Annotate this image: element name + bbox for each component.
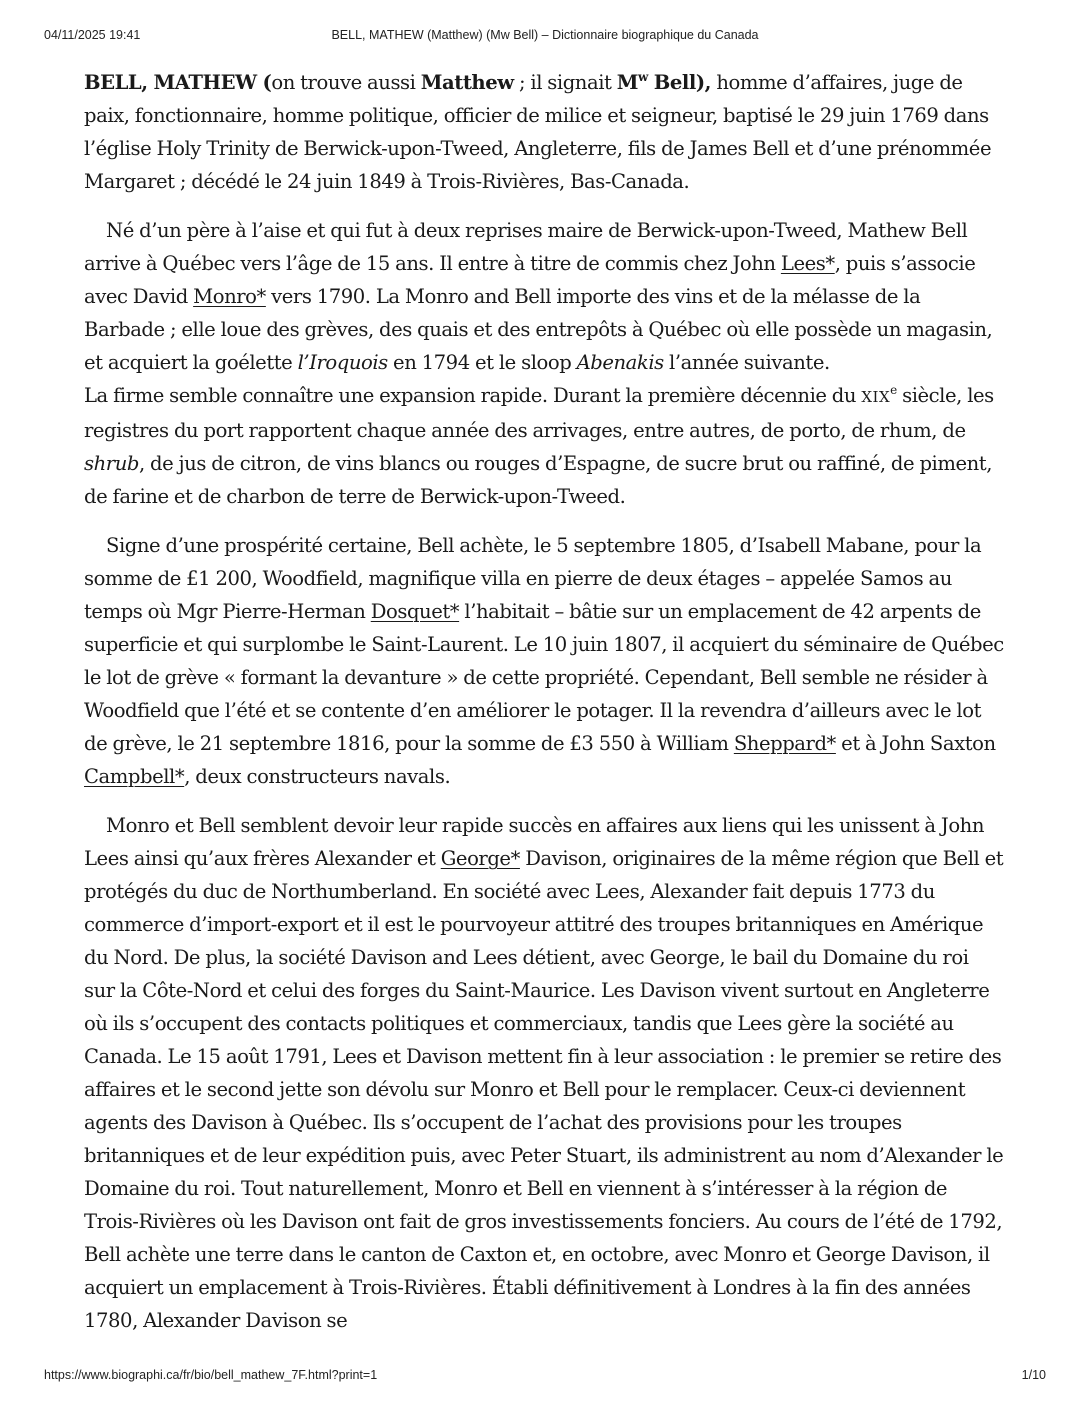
ship-name: Abenakis bbox=[576, 351, 664, 374]
paragraph-davison: Monro et Bell semblent devoir leur rapide succès en affaires aux liens qui les unissent à John Lees ainsi qu’aux frères Alexander et George* Davison, originaires de la même région que Bell et protégés du duc de Northumberland. En société avec Lees, Alexander fait depuis 1773 du commerce d’import-export et il est le pourvoyeur attitré des troupes britanniques en Amérique du Nord. De plus, la société Davison and Lees détient, avec George, le bail du Domaine du roi sur la Côte-Nord et celui des forges du Saint-Maurice. Les Davison vivent surtout en Angleterre où ils s’occupent des contacts politiques et commerciaux, tandis que Lees gère la société au Canada. Le 15 août 1791, Lees et Davison mettent fin à leur association : le premier se retire des affaires et le second jette son dévolu sur Monro et Bell pour le remplacer. Ceux-ci deviennent agents des Davison à Québec. Ils s’occupent de l’achat des provisions pour les troupes britanniques et de leur expédition puis, avec Peter Stuart, ils administrent au nom d’Alexander le Domaine du roi. Tout naturellement, Monro et Bell en viennent à s’intéresser à la région de Trois-Rivières où les Davison ont fait de gros investissements fonciers. Au cours de l’été de 1792, Bell achète une terre dans le canton de Caxton et, en octobre, avec Monro et George Davison, il acquiert un emplacement à Trois-Rivières. Établi définitivement à Londres à la fin des années 1780, Alexander Davison se bbox=[84, 814, 1004, 1332]
subject-name: BELL, MATHEW ( bbox=[84, 71, 272, 94]
print-page-number: 1/10 bbox=[1021, 1368, 1046, 1382]
print-header bbox=[44, 28, 1046, 44]
link-george[interactable]: George* bbox=[440, 847, 520, 870]
link-monro[interactable]: Monro* bbox=[193, 285, 266, 308]
paragraph-intro: BELL, MATHEW (on trouve aussi Matthew ; il signait $M^w$ Bell), homme d’affaires, juge de paix, fonctionnaire, homme politique, officier de milice et seigneur, baptisé le 29 juin 1769 dans l’église Holy Trinity de Berwick-upon-Tweed, Angleterre, fils de James Bell et d’une prénommée Margaret ; décédé le 24 juin 1849 à Trois-Rivières, Bas-Canada. bbox=[84, 70, 992, 193]
paragraph-woodfield: Signe d’une prospérité certaine, Bell achète, le 5 septembre 1805, d’Isabell Mabane, pour la somme de £1 200, Woodfield, magnifique villa en pierre de deux étages – appelée Samos au temps où Mgr Pierre-Herman Dosquet* l’habitait – bâtie sur un emplacement de 42 arpents de superficie et qui surplombe le Saint-Laurent. Le 10 juin 1807, il acquiert du séminaire de Québec le lot de grève « formant la devanture » de cette propriété. Cependant, Bell semble ne résider à Woodfield que l’été et se contente d’en améliorer le potager. Il la revendra d’ailleurs avec le lot de grève, le 21 septembre 1816, pour la somme de £3 550 à William Sheppard* et à John Saxton Campbell*, deux constructeurs navals. bbox=[84, 534, 1004, 788]
term-shrub: shrub bbox=[84, 452, 139, 475]
article-body bbox=[84, 66, 1004, 1353]
alternate-name: Matthew bbox=[420, 71, 514, 94]
print-footer bbox=[44, 1368, 1046, 1384]
ship-name: l’Iroquois bbox=[297, 351, 388, 374]
link-campbell[interactable]: Campbell* bbox=[84, 765, 185, 788]
print-url: https://www.biographi.ca/fr/bio/bell_mathew_7F.html?print=1 bbox=[44, 1368, 378, 1382]
print-page-title: BELL, MATHEW (Matthew) (Mw Bell) – Dictionnaire biographique du Canada bbox=[331, 28, 759, 42]
link-dosquet[interactable]: Dosquet* bbox=[370, 600, 460, 623]
paragraph-early-career: Né d’un père à l’aise et qui fut à deux reprises maire de Berwick-upon-Tweed, Mathew Bell arrive à Québec vers l’âge de 15 ans. Il entre à titre de commis chez John Lees*, puis s’associe avec David Monro* vers 1790. La Monro and Bell importe des vins et de la mélasse de la Barbade ; elle loue des grèves, des quais et des entrepôts à Québec où elle possède un magasin, et acquiert la goélette l’Iroquois en 1794 et le sloop Abenakis l’année suivante. La firme semble connaître une expansion rapide. Durant la première décennie du XIXe siècle, les registres du port rapportent chaque année des arrivages, entre autres, de porto, de rhum, de shrub, de jus de citron, de vins blancs ou rouges d’Espagne, de sucre brut ou raffiné, de piment, de farine et de charbon de terre de Berwick-upon-Tweed. bbox=[84, 219, 994, 508]
link-lees[interactable]: Lees* bbox=[780, 252, 835, 275]
signature-name: $M^w$ Bell), bbox=[616, 70, 712, 94]
link-sheppard[interactable]: Sheppard* bbox=[733, 732, 836, 755]
print-datetime: 04/11/2025 19:41 bbox=[44, 28, 141, 42]
century-numeral: XIX bbox=[861, 388, 891, 406]
